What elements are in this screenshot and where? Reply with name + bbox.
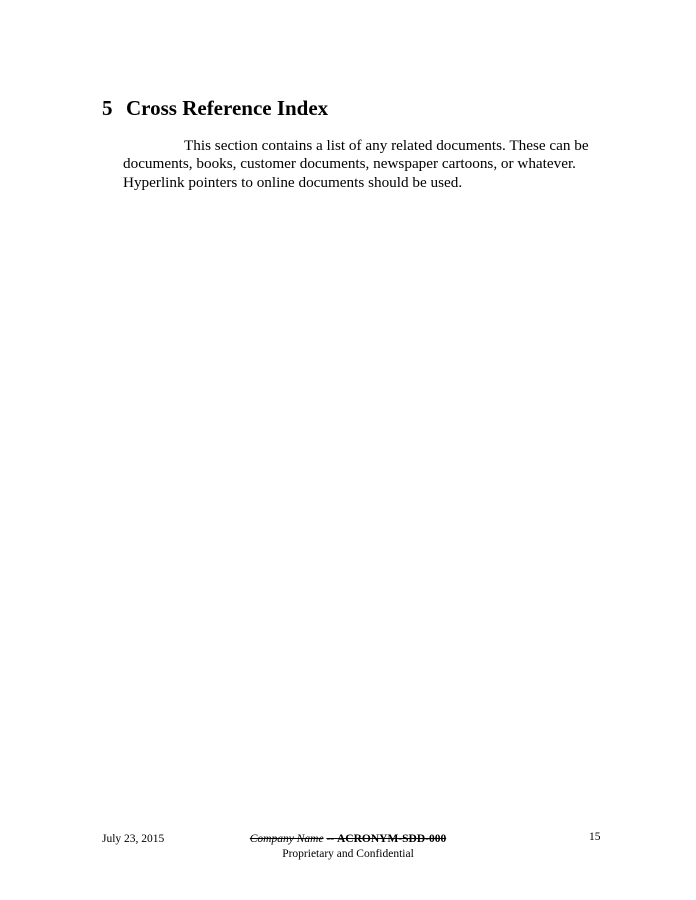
footer-acronym: ACRONYM-SDD-000	[336, 833, 447, 845]
section-title: Cross Reference Index	[126, 96, 329, 120]
footer-separator: --	[326, 833, 337, 845]
section-number: 5	[102, 96, 113, 120]
footer-company-name: Company Name	[249, 833, 324, 845]
footer-center	[200, 832, 496, 861]
paragraph-text: This section contains a list of any related documents. These can be documents, books, customer documents, newspaper cartoons, or whatever. Hyperlink pointers to online documents should be used.	[123, 137, 589, 191]
page-number: 15	[589, 831, 601, 843]
footer-doc-line	[200, 832, 496, 847]
body-paragraph	[123, 137, 603, 192]
footer-date: July 23, 2015	[102, 833, 165, 845]
section-heading	[102, 95, 328, 121]
footer-confidential: Proprietary and Confidential	[282, 847, 414, 860]
